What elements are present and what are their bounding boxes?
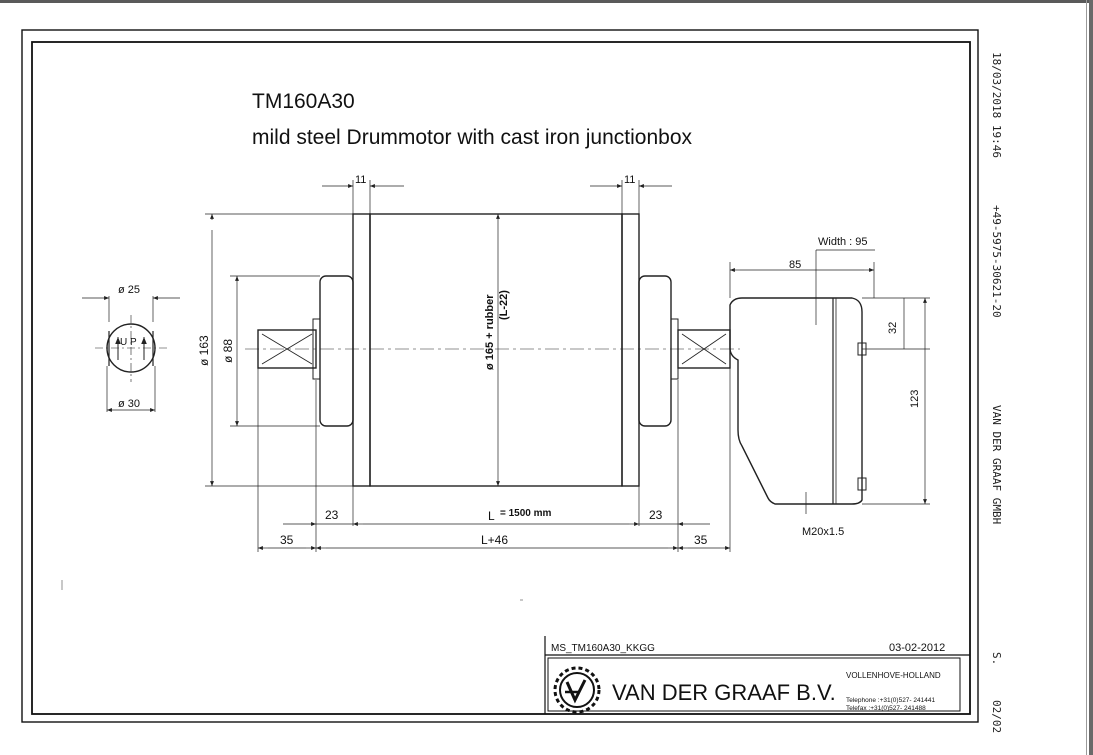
drum-dia-label: ø 165 + rubber bbox=[484, 294, 496, 370]
drawing-date: 03-02-2012 bbox=[889, 642, 946, 654]
fax-page-label: S. bbox=[990, 652, 1003, 666]
fax-phone: +49-5975-30621-20 bbox=[990, 205, 1003, 318]
dia-30-label: ø 30 bbox=[118, 398, 141, 410]
dim-23-left-label: 23 bbox=[325, 508, 339, 522]
junction-box-dimensions bbox=[730, 250, 930, 514]
company-name: VAN DER GRAAF B.V. bbox=[612, 680, 836, 705]
length-plus-label: L+46 bbox=[481, 533, 509, 547]
junction-box bbox=[730, 298, 866, 504]
width-label: Width : 95 bbox=[818, 236, 868, 248]
dia-88-dimension bbox=[230, 276, 320, 426]
flange-right-label: 11 bbox=[624, 174, 636, 186]
length-value: = 1500 mm bbox=[500, 508, 552, 519]
dim-35-right-label: 35 bbox=[694, 533, 708, 547]
dim-35-left-label: 35 bbox=[280, 533, 294, 547]
length-ref-label: (L-22) bbox=[498, 290, 510, 320]
company-location: VOLLENHOVE-HOLLAND bbox=[846, 671, 941, 680]
company-telephone: Telephone :+31(0)527- 241441 bbox=[846, 697, 936, 704]
dim-85-label: 85 bbox=[789, 259, 802, 271]
model-description: mild steel Drummotor with cast iron junctionbox bbox=[252, 126, 692, 149]
flange-left-label: 11 bbox=[355, 174, 367, 186]
dim-23-right-label: 23 bbox=[649, 508, 663, 522]
company-telefax: Telefax :+31(0)527- 241488 bbox=[846, 705, 926, 712]
dia-88-label: ø 88 bbox=[221, 338, 235, 363]
shaft-label: U P bbox=[120, 337, 137, 348]
dim-32-label: 32 bbox=[887, 321, 899, 334]
dim-123-label: 123 bbox=[909, 389, 921, 408]
model-title: TM160A30 bbox=[252, 90, 355, 113]
dia-163-label: ø 163 bbox=[197, 335, 211, 366]
thread-label: M20x1.5 bbox=[802, 526, 845, 538]
drawing-number: MS_TM160A30_KKGG bbox=[551, 643, 655, 654]
company-logo bbox=[555, 668, 599, 712]
fax-sender: VAN DER GRAAF GMBH bbox=[990, 405, 1003, 525]
length-dimensions bbox=[258, 368, 730, 552]
fax-page: 02/02 bbox=[990, 700, 1003, 734]
dia-25-label: ø 25 bbox=[118, 284, 141, 296]
shaft-cross-section bbox=[82, 296, 180, 412]
flange-dimensions bbox=[322, 180, 672, 214]
fax-datetime: 18/03/2018 19:46 bbox=[990, 52, 1003, 158]
length-symbol: L bbox=[488, 509, 495, 523]
